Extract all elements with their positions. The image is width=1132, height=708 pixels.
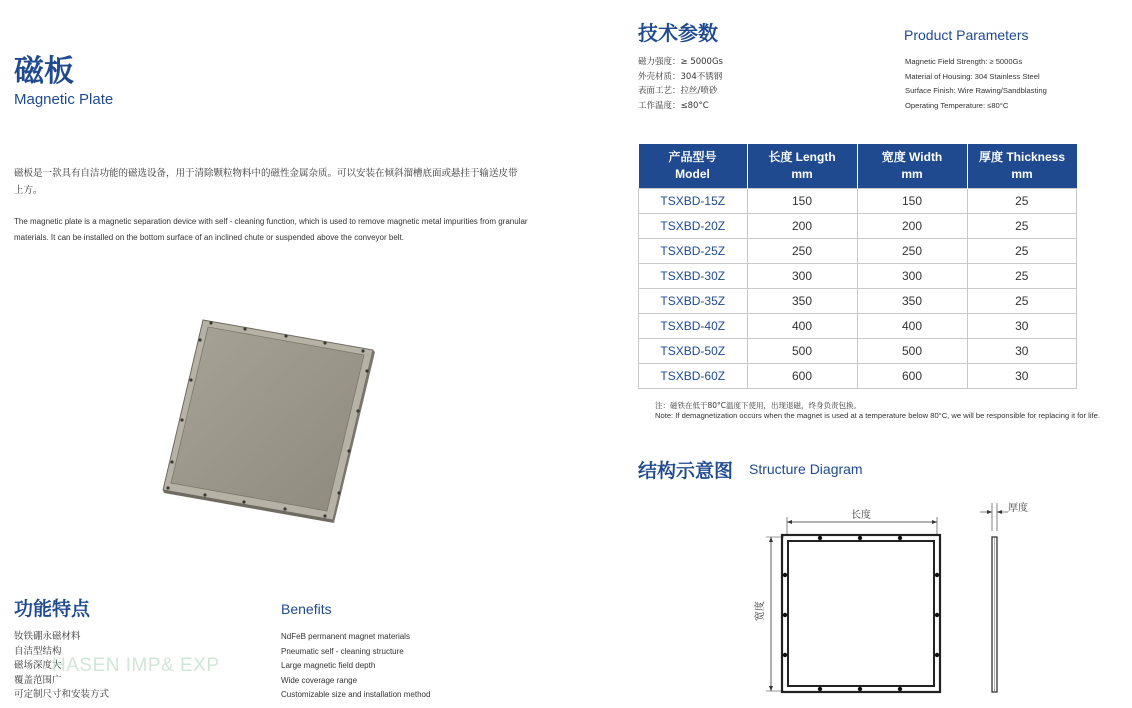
table-row <box>639 339 1077 364</box>
table-cell: 150 <box>857 189 967 214</box>
model-cell: TSXBD-40Z <box>639 314 748 339</box>
table-row <box>639 264 1077 289</box>
table-cell: 250 <box>747 239 857 264</box>
table-cell: 500 <box>747 339 857 364</box>
table-header-model: 产品型号 Model <box>639 144 748 189</box>
table-cell: 25 <box>967 264 1077 289</box>
feature-item: 可定制尺寸和安装方式 <box>14 689 110 701</box>
parameter-line: 工作温度：≤80°C <box>638 101 709 112</box>
model-cell: TSXBD-25Z <box>639 239 748 264</box>
benefit-item: Large magnetic field depth <box>281 661 376 671</box>
parameter-line: 表面工艺：拉丝/喷砂 <box>638 86 718 97</box>
benefit-item: Pneumatic self - cleaning structure <box>281 646 404 656</box>
model-cell: TSXBD-20Z <box>639 214 748 239</box>
table-cell: 300 <box>747 264 857 289</box>
benefits-list-en <box>281 630 430 703</box>
table-header-thickness: 厚度 Thickness mm <box>967 144 1077 189</box>
parameter-line: 磁力强度：≥ 5000Gs <box>638 57 723 67</box>
model-cell: TSXBD-30Z <box>639 264 748 289</box>
feature-item: 钕铁硼永磁材料 <box>14 631 81 642</box>
structure-diagram <box>740 495 1040 700</box>
model-cell: TSXBD-50Z <box>639 339 748 364</box>
table-header-length: 长度 Length mm <box>747 144 857 189</box>
spec-table <box>638 144 1077 389</box>
table-cell: 600 <box>747 364 857 389</box>
table-row <box>639 239 1077 264</box>
benefit-item: Wide coverage range <box>281 675 358 685</box>
table-cell: 600 <box>857 364 967 389</box>
table-note-en: Note: If demagnetization occurs when the magnet is used at a temperature below 80°C, we will be responsible for replacing it for life. <box>655 411 1100 420</box>
parameters-list-en <box>905 55 1047 114</box>
diagram-title-cn: 结构示意图 <box>638 460 734 482</box>
product-description-cn: 磁板是一款具有自洁功能的磁选设备，用于清除颗粒物料中的磁性金属杂质。可以安装在倾斜溜槽底面或悬挂于输送皮带上方。 <box>14 168 518 196</box>
table-cell: 25 <box>967 239 1077 264</box>
table-cell: 30 <box>967 364 1077 389</box>
feature-item: 覆盖范围广 <box>14 674 62 686</box>
table-row <box>639 314 1077 339</box>
width-label: 宽度 <box>755 601 766 621</box>
benefit-item: Customizable size and installation method <box>281 690 431 700</box>
product-title-en: Magnetic Plate <box>14 91 114 108</box>
diagram-title-en: Structure Diagram <box>749 461 863 477</box>
features-title: 功能特点 <box>14 598 91 620</box>
table-header-width: 宽度 Width mm <box>857 144 967 189</box>
benefit-item: NdFeB permanent magnet materials <box>281 632 410 641</box>
table-cell: 25 <box>967 189 1077 214</box>
table-note-cn: 注：磁铁在低于80°C温度下使用，出现退磁，终身负责包换。 <box>655 401 862 410</box>
table-cell: 400 <box>747 314 857 339</box>
feature-item: 磁场深度大 <box>14 660 62 672</box>
benefits-title: Benefits <box>281 601 332 617</box>
parameter-line: 外壳材质：304不锈钢 <box>638 71 723 82</box>
table-cell: 400 <box>857 314 967 339</box>
table-cell: 30 <box>967 339 1077 364</box>
table-row <box>639 189 1077 214</box>
table-cell: 500 <box>857 339 967 364</box>
length-label: 长度 <box>851 510 871 521</box>
product-description-en: The magnetic plate is a magnetic separation device with self - cleaning function, which is used to remove magnetic metal impurities from granular materials. It can be installed on the bottom surface of an inclined chute or suspended above the conveyor belt. <box>14 217 528 242</box>
parameters-list-cn <box>638 55 723 114</box>
parameter-line: Material of Housing: 304 Stainless Steel <box>905 71 1040 81</box>
feature-item: 自洁型结构 <box>14 645 62 657</box>
table-cell: 150 <box>747 189 857 214</box>
parameters-title-cn: 技术参数 <box>638 21 718 45</box>
table-row <box>639 289 1077 314</box>
table-cell: 250 <box>857 239 967 264</box>
table-cell: 200 <box>857 214 967 239</box>
table-cell: 25 <box>967 214 1077 239</box>
model-cell: TSXBD-60Z <box>639 364 748 389</box>
table-cell: 25 <box>967 289 1077 314</box>
table-cell: 350 <box>857 289 967 314</box>
model-cell: TSXBD-35Z <box>639 289 748 314</box>
table-cell: 200 <box>747 214 857 239</box>
parameter-line: Magnetic Field Strength: ≥ 5000Gs <box>905 57 1023 66</box>
thickness-label: 厚度 <box>1008 503 1028 514</box>
product-title-cn: 磁板 <box>14 54 74 89</box>
table-cell: 350 <box>747 289 857 314</box>
model-cell: TSXBD-15Z <box>639 189 748 214</box>
company-watermark: HASEN IMP& EXP <box>52 655 220 676</box>
table-row <box>639 214 1077 239</box>
magnetic-plate-image <box>155 312 380 527</box>
table-cell: 300 <box>857 264 967 289</box>
table-row <box>639 364 1077 389</box>
table-cell: 30 <box>967 314 1077 339</box>
parameter-line: Surface Finish: Wire Rawing/Sandblasting <box>905 86 1047 96</box>
table-header-row <box>639 144 1077 189</box>
parameter-line: Operating Temperature: ≤80°C <box>905 101 1009 111</box>
parameters-title-en: Product Parameters <box>904 27 1029 43</box>
